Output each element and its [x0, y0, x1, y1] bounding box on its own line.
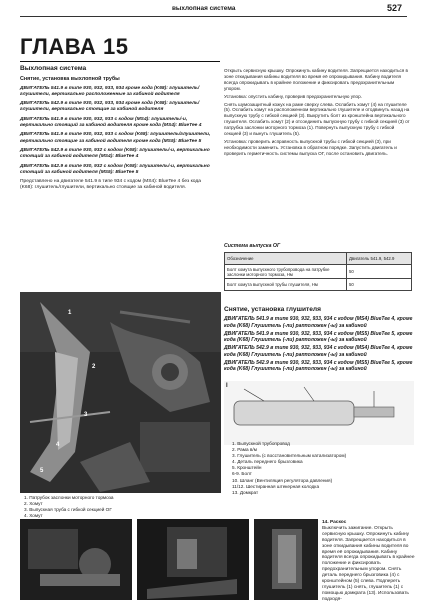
- muffler-diagram-illustration: [224, 381, 414, 439]
- section-title: Снятие, установка глушителя: [224, 306, 321, 313]
- header-title: выхлопная система: [172, 5, 236, 12]
- page-number: 527: [386, 3, 402, 13]
- legend-item: 4. Деталь переднего брызговика: [232, 459, 303, 465]
- exhaust-pipe-photo: [20, 292, 221, 493]
- table-cell: 50: [347, 265, 412, 279]
- engine-photo-right: [137, 519, 249, 600]
- table-header-cell: Обозначение: [225, 253, 347, 265]
- engine-variant: ДВИГАТЕЛЬ 542.9 в типе 930, 932, 933, 934 с кодом (MS4) BlueTee 4, кроме кода (K68) Глушитель (-ли) рапположен (-ы) за кабиной: [224, 345, 413, 358]
- page-header: [0, 0, 427, 18]
- step-number: 14. Раскос: [322, 520, 347, 525]
- left-column: [20, 66, 215, 192]
- table-row: [225, 279, 412, 291]
- engine-variant: ДВИГАТЕЛЬ 542.9 в типе 930, 932 с кодом (K68): глушитель/-и, вертикально стоящий за кабиной водителя (MS4): BlueTee 4: [20, 147, 210, 160]
- callout-label: 4: [56, 442, 60, 448]
- legend-item: 2. Рама в/м: [232, 447, 257, 453]
- legend-item: 10. Шланг (Вентиляция регулятора давления): [232, 477, 333, 483]
- engine-variant: ДВИГАТЕЛЬ 542.9 в типе 930, 932, 933, 934 с кодом (MS5) BlueTee 5, кроме кода (K68) Глушитель (-ли) рапположен (-ы) за кабиной: [224, 360, 413, 373]
- table-row: [225, 265, 412, 279]
- paragraph: Открыть сервисную крышку. Опрокинуть кабину водителя. Запрещается находиться в зоне откидывания кабины водителя во время её опрокидывания. Кабину водителя всегда опрокидывать в крайнее положение и фиксировать предохранительным упором.: [224, 68, 408, 91]
- legend-item: 3. Глушитель (с восстановительным катализатором): [232, 453, 347, 459]
- engine-photo-right-illustration: [137, 519, 249, 600]
- exhaust-pipe-illustration: [20, 292, 221, 493]
- callout-label: 3: [84, 412, 88, 418]
- right-column: [224, 68, 412, 159]
- procedure-text: [322, 520, 417, 603]
- legend-item: 1. Выпускной трубопровод: [232, 441, 290, 446]
- table-header-row: [225, 253, 412, 265]
- engine-variant: ДВИГАТЕЛЬ 541.9 в типе 930, 932, 933, 934 с кодом (MS5) BlueTee 5, кроме кода (K68) Глушитель (-ли) рапположен (-ы) за кабиной: [224, 330, 413, 344]
- paragraph: Установка: проверить исправность выпускной трубы с гибкой секцией (3), при необходимости заменить. Установка в обратном порядке. Запустить двигатель и проверить герметичность системы выпуска ОГ, после остановить двигатель.: [224, 138, 397, 156]
- legend-item: 11/12. Шестиранная штекерная колодка: [232, 483, 320, 489]
- chapter-title: ГЛАВА 15: [20, 34, 129, 59]
- engine-variant: ДВИГАТЕЛЬ 541.9 в типе 930, 932, 933 с кодом (MS4): глушитель/-и, вертикально стоящий за кабиной водителя кроме кода (MS4): BlueTee 4: [20, 116, 202, 129]
- legend-item: 6-9. Болт: [232, 471, 252, 477]
- legend-item: 3. Выпускная труба с гибкой секцией ОГ: [24, 507, 112, 512]
- engine-variant: ДВИГАТЕЛЬ 541.9 в типе 930, 932, 933, 934 кроме кода (K68): глушитель/глушители, вертикально расположенные за кабиной водителя: [20, 85, 200, 97]
- legend-item: 4. Хомут: [24, 513, 43, 518]
- subsection-title: Снятие, установка выхлопной трубы: [20, 76, 120, 83]
- table-cell: 50: [347, 279, 412, 291]
- paragraph: Снять шумозащитный кожух на раме сверху слева. Ослабить хомут (4) на глушителе (5). Ослабить хомут на расположенном вертикально глушителе и отодвинуть назад на выпускную трубу с гибкой секцией (3). Выкрутить болт из кронштейна вертикального глушителя. Ослабить хомут (2) и отсоединить выпускную трубу с гибкой секцией (3) от патрубка заслонки моторного тормоза (1). Повернуть выпускную трубу с гибкой секцией (3) и вынуть глушитель (5).: [224, 101, 410, 137]
- callout-label: 1: [68, 310, 72, 316]
- figure2-legend: [232, 441, 412, 496]
- muffler-photo: [254, 519, 318, 600]
- table-cell: Болт хомута выпускной трубы глушителя, Нм: [225, 279, 347, 291]
- legend-item: 5. Кронштейн: [232, 465, 262, 471]
- engine-variant: ДВИГАТЕЛЬ 542.9 в типе 930, 932 с кодом (K68): глушитель/-и, вертикально стоящий за кабиной водителя (MS5): BlueTee 5: [20, 163, 210, 175]
- chapter-rule: [20, 61, 220, 62]
- engine-variant: ДВИГАТЕЛЬ 542.9 в типе 930, 932, 933, 934 кроме кода (K68): глушитель/глушители, вертикально стоящие за кабиной водителя: [20, 101, 200, 113]
- header-rule: [20, 16, 407, 17]
- engine-variant: ДВИГАТЕЛЬ 541.9 в типе 930, 932, 933 с кодом (K68): глушитель/глушители, вертикально стоящие за кабиной водителя кроме кода (MS5): BlueTee 5: [20, 132, 211, 144]
- procedure-paragraph: Выключить зажигание. Открыть сервисную крышку. Опрокинуть кабину водителя. Запрещается находиться в зоне откидывания кабины водителя во время её опрокидывания. Кабину водителя всегда опрокидывать в крайнее положение и фиксировать предохранительным упором. Снять деталь переднего брызговика (4) с кронштейном (5) слева. Подпереть глушитель (1) снять, глушитель (1) с помощью домкрата (13). Использовать подходя-: [322, 525, 415, 602]
- legend-item: 13. Домкрат: [232, 489, 259, 495]
- table-header-cell: Двигатель 541.9, 542.9: [347, 253, 412, 265]
- engine-photo-left-illustration: [20, 519, 132, 600]
- paragraph: Установка: опустить кабину, проверив предохранительную упор.: [224, 93, 362, 99]
- section-title: Выхлопная система: [20, 65, 87, 72]
- presentation-note: Представлено на двигателе 541.9 в типе 934 с кодом (MS4): BlueTee 4 без кода (K68): глушитель/глушители, вертикально стоящие за кабиной водителя.: [20, 179, 201, 191]
- muffler-photo-illustration: [254, 519, 318, 600]
- engine-photo-left: [20, 519, 132, 600]
- spec-table-title: Система выпуска ОГ: [224, 243, 281, 249]
- legend-item: 2. Хомут: [24, 501, 43, 506]
- legend-item: 1. Патрубок заслонки моторного тормоза: [24, 495, 114, 500]
- callout-label: 5: [40, 468, 44, 474]
- spec-table: [224, 252, 412, 291]
- muffler-section: [224, 307, 414, 375]
- figure-label: I: [226, 383, 228, 389]
- engine-variant: ДВИГАТЕЛЬ 541.9 в типе 930, 932, 933, 934 с кодом (MS4) BlueTee 4, кроме кода (K68) Глушитель (-ли) рапположен (-ы) за кабиной: [224, 316, 413, 329]
- table-cell: Болт хомута выпускного трубопровода на патрубке заслонки моторного тормоза, Нм: [225, 265, 347, 279]
- callout-label: 2: [92, 364, 96, 370]
- muffler-diagram: [224, 381, 414, 445]
